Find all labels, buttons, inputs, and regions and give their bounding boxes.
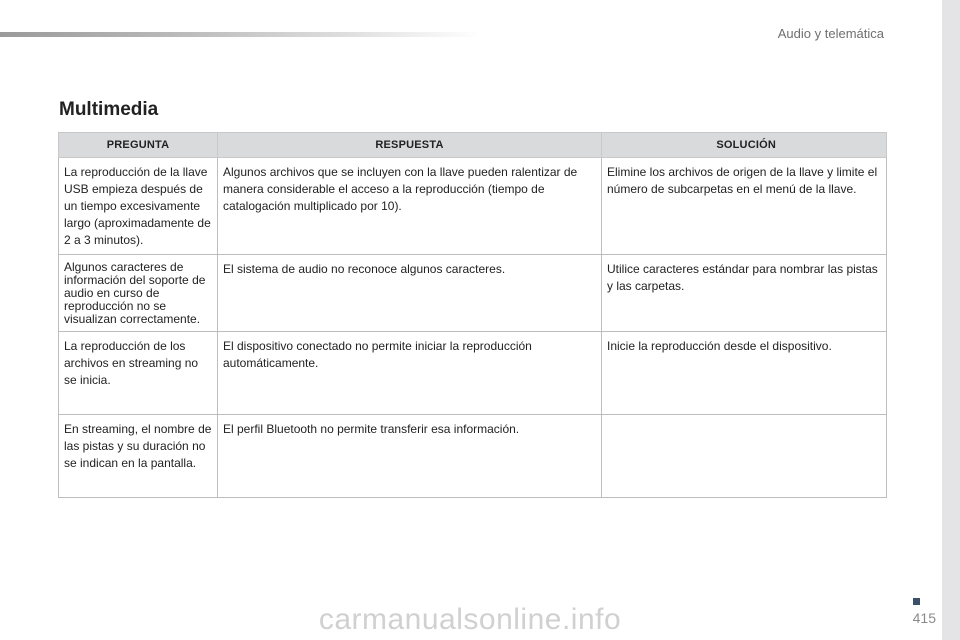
cell-pregunta: En streaming, el nombre de las pistas y su duración no se indican en la pantalla. bbox=[59, 415, 218, 498]
cell-pregunta: La reproducción de la llave USB empieza después de un tiempo excesivamente largo (aproximadamente de 2 a 3 minutos). bbox=[59, 158, 218, 255]
header-pregunta: PREGUNTA bbox=[59, 133, 218, 158]
page-title: Multimedia bbox=[59, 99, 159, 120]
cell-respuesta: El sistema de audio no reconoce algunos caracteres. bbox=[218, 255, 602, 332]
cell-respuesta: El perfil Bluetooth no permite transferir esa información. bbox=[218, 415, 602, 498]
cell-solucion: Elimine los archivos de origen de la llave y limite el número de subcarpetas en el menú de la llave. bbox=[602, 158, 887, 255]
cell-pregunta: Algunos caracteres de información del soporte de audio en curso de reproducción no se visualizan correctamente. bbox=[59, 255, 218, 332]
cell-solucion bbox=[602, 415, 887, 498]
table-row bbox=[59, 255, 887, 332]
header-solucion: SOLUCIÓN bbox=[602, 133, 887, 158]
faq-table bbox=[58, 132, 887, 498]
table-row bbox=[59, 158, 887, 255]
watermark-text: carmanualsonline.info bbox=[318, 603, 622, 636]
cell-solucion: Utilice caracteres estándar para nombrar las pistas y las carpetas. bbox=[602, 255, 887, 332]
header-respuesta: RESPUESTA bbox=[218, 133, 602, 158]
table-row bbox=[59, 415, 887, 498]
section-header: Audio y telemática bbox=[777, 26, 884, 41]
top-gradient-bar bbox=[0, 32, 480, 37]
cell-pregunta: La reproducción de los archivos en streaming no se inicia. bbox=[59, 332, 218, 415]
page-edge-strip bbox=[942, 0, 960, 640]
page-number: 415 bbox=[912, 610, 936, 626]
cell-respuesta: Algunos archivos que se incluyen con la llave pueden ralentizar de manera considerable el acceso a la reproducción (tiempo de catalogación multiplicado por 10). bbox=[218, 158, 602, 255]
table-header-row bbox=[59, 133, 887, 158]
table-row bbox=[59, 332, 887, 415]
cell-solucion: Inicie la reproducción desde el dispositivo. bbox=[602, 332, 887, 415]
cell-respuesta: El dispositivo conectado no permite iniciar la reproducción automáticamente. bbox=[218, 332, 602, 415]
